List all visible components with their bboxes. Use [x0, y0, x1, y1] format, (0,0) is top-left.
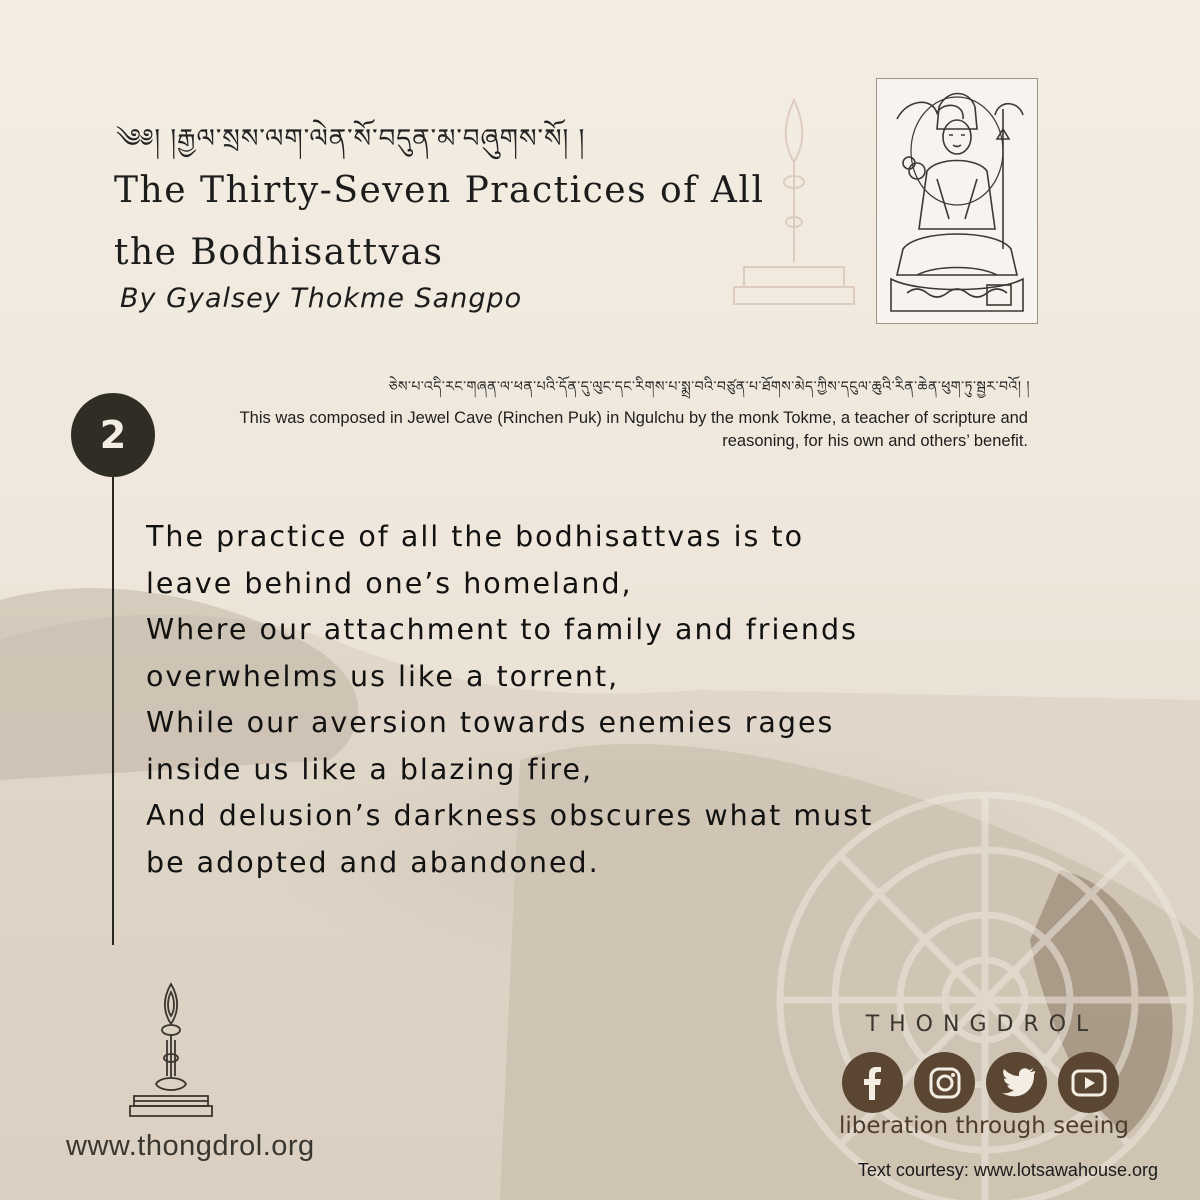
social-links: [842, 1052, 1132, 1114]
facebook-button[interactable]: [842, 1052, 903, 1113]
author-line: By Gyalsey Thokme Sangpo: [120, 283, 523, 314]
instagram-icon: [928, 1066, 962, 1100]
vajra-book-logo-icon: [126, 980, 216, 1120]
colophon-caption: This was composed in Jewel Cave (Rinchen Puk) in Ngulchu by the monk Tokme, a teacher of scripture and reasoning, for his own and others’ benefit.: [239, 409, 1028, 450]
tibetan-colophon: ཅེས་པ་འདི་རང་གཞན་ལ་ཕན་པའི་དོན་དུ་ལུང་དང་རིགས་པ་སྨྲ་བའི་བཙུན་པ་ཐོགས་མེད་ཀྱིས་དངུལ་ཆུའི་རིན་ཆེན་ཕུག་ཏུ་སྦྱར་བའོ། །: [388, 379, 1030, 395]
brand-name: THONGDROL: [865, 1012, 1099, 1037]
verse-line: Where our attachment to family and friends: [146, 613, 858, 646]
divider-line: [112, 477, 114, 945]
youtube-button[interactable]: [1058, 1052, 1119, 1113]
verse-line: leave behind one’s homeland,: [146, 566, 633, 600]
master-illustration: [876, 78, 1038, 324]
text-courtesy: Text courtesy: www.lotsawahouse.org: [857, 1160, 1158, 1180]
verse-line: While our aversion towards enemies rages: [146, 706, 835, 739]
verse-line: The practice of all the bodhisattvas is to: [146, 520, 805, 553]
verse-line: And delusion’s darkness obscures what must: [146, 799, 874, 832]
brand-tagline: liberation through seeing: [839, 1113, 1129, 1139]
facebook-icon: [856, 1066, 890, 1100]
verse-number-badge: 2: [71, 393, 155, 477]
page-title: The Thirty-Seven Practices of All the Bodhisattvas: [114, 170, 765, 273]
verse-line: be adopted and abandoned.: [146, 845, 600, 879]
youtube-icon: [1071, 1068, 1107, 1098]
instagram-button[interactable]: [914, 1052, 975, 1113]
verse-text: [146, 514, 1046, 886]
twitter-button[interactable]: [986, 1052, 1047, 1113]
twitter-icon: [999, 1067, 1035, 1099]
verse-line: overwhelms us like a torrent,: [146, 659, 620, 693]
website-link[interactable]: www.thongdrol.org: [66, 1130, 315, 1162]
tibetan-title: ༄༅། །རྒྱལ་སྲས་ལག་ལེན་སོ་བདུན་མ་བཞུགས་སོ། །: [116, 124, 586, 154]
seated-master-woodblock-icon: [877, 79, 1037, 323]
verse-line: inside us like a blazing fire,: [146, 752, 594, 786]
